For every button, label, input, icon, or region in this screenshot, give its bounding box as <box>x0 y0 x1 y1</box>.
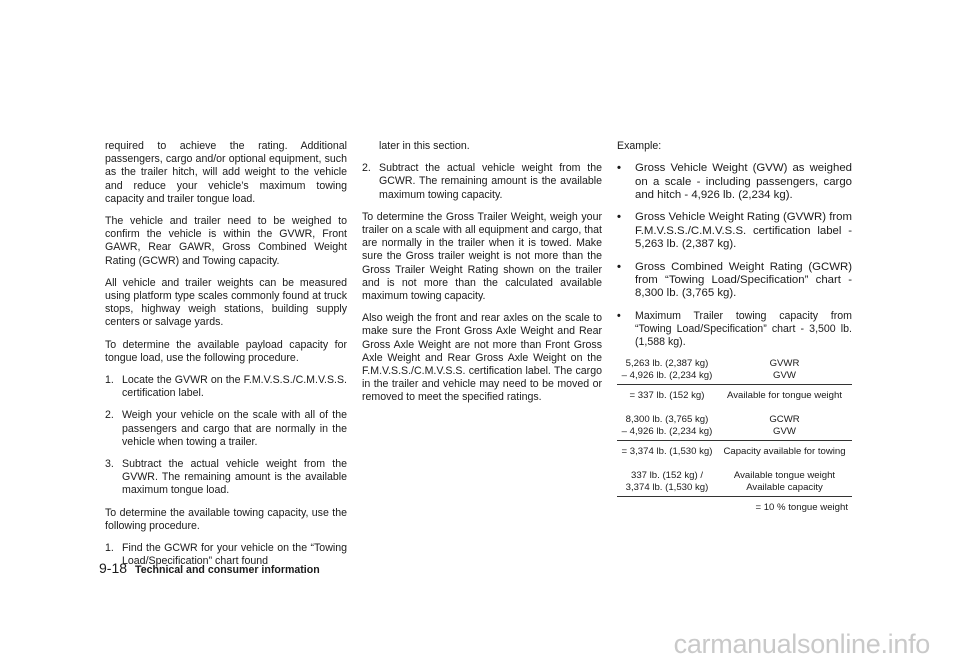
bullet-text: Maximum Trailer towing capacity from “Towing Load/Specification” chart - 3,500 lb. (1,588 kg). <box>635 309 852 349</box>
numbered-step <box>105 458 347 498</box>
page-footer <box>99 560 320 576</box>
step-number: 3. <box>105 458 114 471</box>
numbered-step <box>105 374 347 400</box>
numbered-step <box>105 409 347 449</box>
calc-label: Available capacity <box>746 482 823 494</box>
step-number: 2. <box>105 409 114 422</box>
bullet-icon: • <box>617 211 621 224</box>
bullet-icon: • <box>617 162 621 175</box>
weight-calculation <box>617 358 852 514</box>
step-text: Weigh your vehicle on the scale with all of the passengers and cargo that are normally in the vehicle when towing a trailer. <box>122 409 347 448</box>
bullet-text: Gross Combined Weight Rating (GCWR) from “Towing Load/Specification” chart - 8,300 lb. (3,765 kg). <box>635 260 852 300</box>
calc-label: GCWR <box>769 414 800 426</box>
calc-label: GVW <box>773 370 796 382</box>
example-label: Example: <box>617 140 662 152</box>
calc-label: GVWR <box>769 358 800 370</box>
calc-value: – 4,926 lb. (2,234 kg) <box>621 370 713 382</box>
column-middle <box>362 140 602 414</box>
calc-value: 5,263 lb. (2,387 kg) <box>625 358 709 370</box>
page-number: 9-18 <box>99 560 128 576</box>
paragraph: required to achieve the rating. Additional passengers, cargo and/or optional equipment, such as the trailer hitch, will add weight to the vehicle and reduce your vehicle’s maximum towing capacity and trailer tongue load. <box>105 140 347 205</box>
column-right <box>617 140 852 514</box>
calc-row <box>617 426 852 438</box>
paragraph: To determine the available towing capacity, use the following procedure. <box>105 506 347 532</box>
calc-final-result: = 10 % tongue weight <box>755 502 848 514</box>
calc-label: Available for tongue weight <box>726 390 843 402</box>
divider <box>617 496 852 497</box>
calc-result: = 337 lb. (152 kg) <box>629 390 705 402</box>
step-text: Subtract the actual vehicle weight from the GVWR. The remaining amount is the available maximum tongue load. <box>122 458 347 497</box>
column-left <box>105 140 347 577</box>
calc-label: Capacity available for towing <box>723 446 846 458</box>
calc-row <box>617 414 852 426</box>
bullet-text: Gross Vehicle Weight Rating (GVWR) from F.M.V.S.S./C.M.V.S.S. certification label - 5,263 lb. (2,387 kg). <box>635 211 852 251</box>
step-continuation: later in this section. <box>379 140 470 152</box>
calc-label: GVW <box>773 426 796 438</box>
bullet-item <box>617 310 852 350</box>
calc-row <box>617 390 852 402</box>
calc-row <box>617 446 852 458</box>
paragraph: To determine the available payload capacity for tongue load, use the following procedure. <box>105 338 347 364</box>
divider <box>617 384 852 385</box>
calc-value: 3,374 lb. (1,530 kg) <box>625 482 709 494</box>
step-text: Subtract the actual vehicle weight from the GCWR. The remaining amount is the available maximum towing capacity. <box>379 162 602 201</box>
step-number: 1. <box>105 542 114 555</box>
divider <box>617 440 852 441</box>
paragraph: Also weigh the front and rear axles on the scale to make sure the Front Gross Axle Weight and Rear Gross Axle Weight are not more than Front Gross Axle Weight and Rear Gross Axle Weight on the F.M.V.S.S./C.M.V.S.S. certification label. The cargo in the trailer and vehicle may need to be moved or removed to meet the specified ratings. <box>362 312 602 404</box>
section-title: Technical and consumer information <box>135 564 320 576</box>
calc-row <box>617 482 852 494</box>
bullet-text: Gross Vehicle Weight (GVW) as weighed on a scale - including passengers, cargo and hitch - 4,926 lb. (2,234 kg). <box>635 162 852 202</box>
calc-label: Available tongue weight <box>733 470 836 482</box>
numbered-step <box>362 162 602 202</box>
step-number: 2. <box>362 162 371 175</box>
calc-value: 337 lb. (152 kg) / <box>631 470 703 482</box>
bullet-item <box>617 162 852 202</box>
calc-row <box>617 370 852 382</box>
calc-value: – 4,926 lb. (2,234 kg) <box>621 426 713 438</box>
paragraph: To determine the Gross Trailer Weight, weigh your trailer on a scale with all equipment and cargo, that are normally in the trailer when it is towed. Make sure the Gross trailer weight is not more than the Gross Trailer Weight Rating shown on the trailer and is not more than the calculated available maximum towing capacity. <box>362 210 602 303</box>
bullet-icon: • <box>617 309 621 322</box>
bullet-item <box>617 261 852 301</box>
step-text: Locate the GVWR on the F.M.V.S.S./C.M.V.S.S. certification label. <box>122 374 347 400</box>
paragraph: The vehicle and trailer need to be weighed to confirm the vehicle is within the GVWR, Front GAWR, Rear GAWR, Gross Combined Weight Rating (GCWR) and Towing capacity. <box>105 215 347 267</box>
step-text: Find the GCWR for your vehicle on the “Towing Load/Specification” chart found <box>122 542 347 568</box>
step-number: 1. <box>105 374 114 387</box>
paragraph: All vehicle and trailer weights can be measured using platform type scales commonly found at truck stops, highway weigh stations, building supply centers or salvage yards. <box>105 276 347 329</box>
calc-row <box>617 358 852 370</box>
bullet-item <box>617 211 852 251</box>
calc-row <box>617 470 852 482</box>
calc-value: 8,300 lb. (3,765 kg) <box>625 414 709 426</box>
bullet-icon: • <box>617 260 621 273</box>
calc-result: = 3,374 lb. (1,530 kg) <box>621 446 713 458</box>
watermark: carmanualsonline.info <box>673 629 930 659</box>
